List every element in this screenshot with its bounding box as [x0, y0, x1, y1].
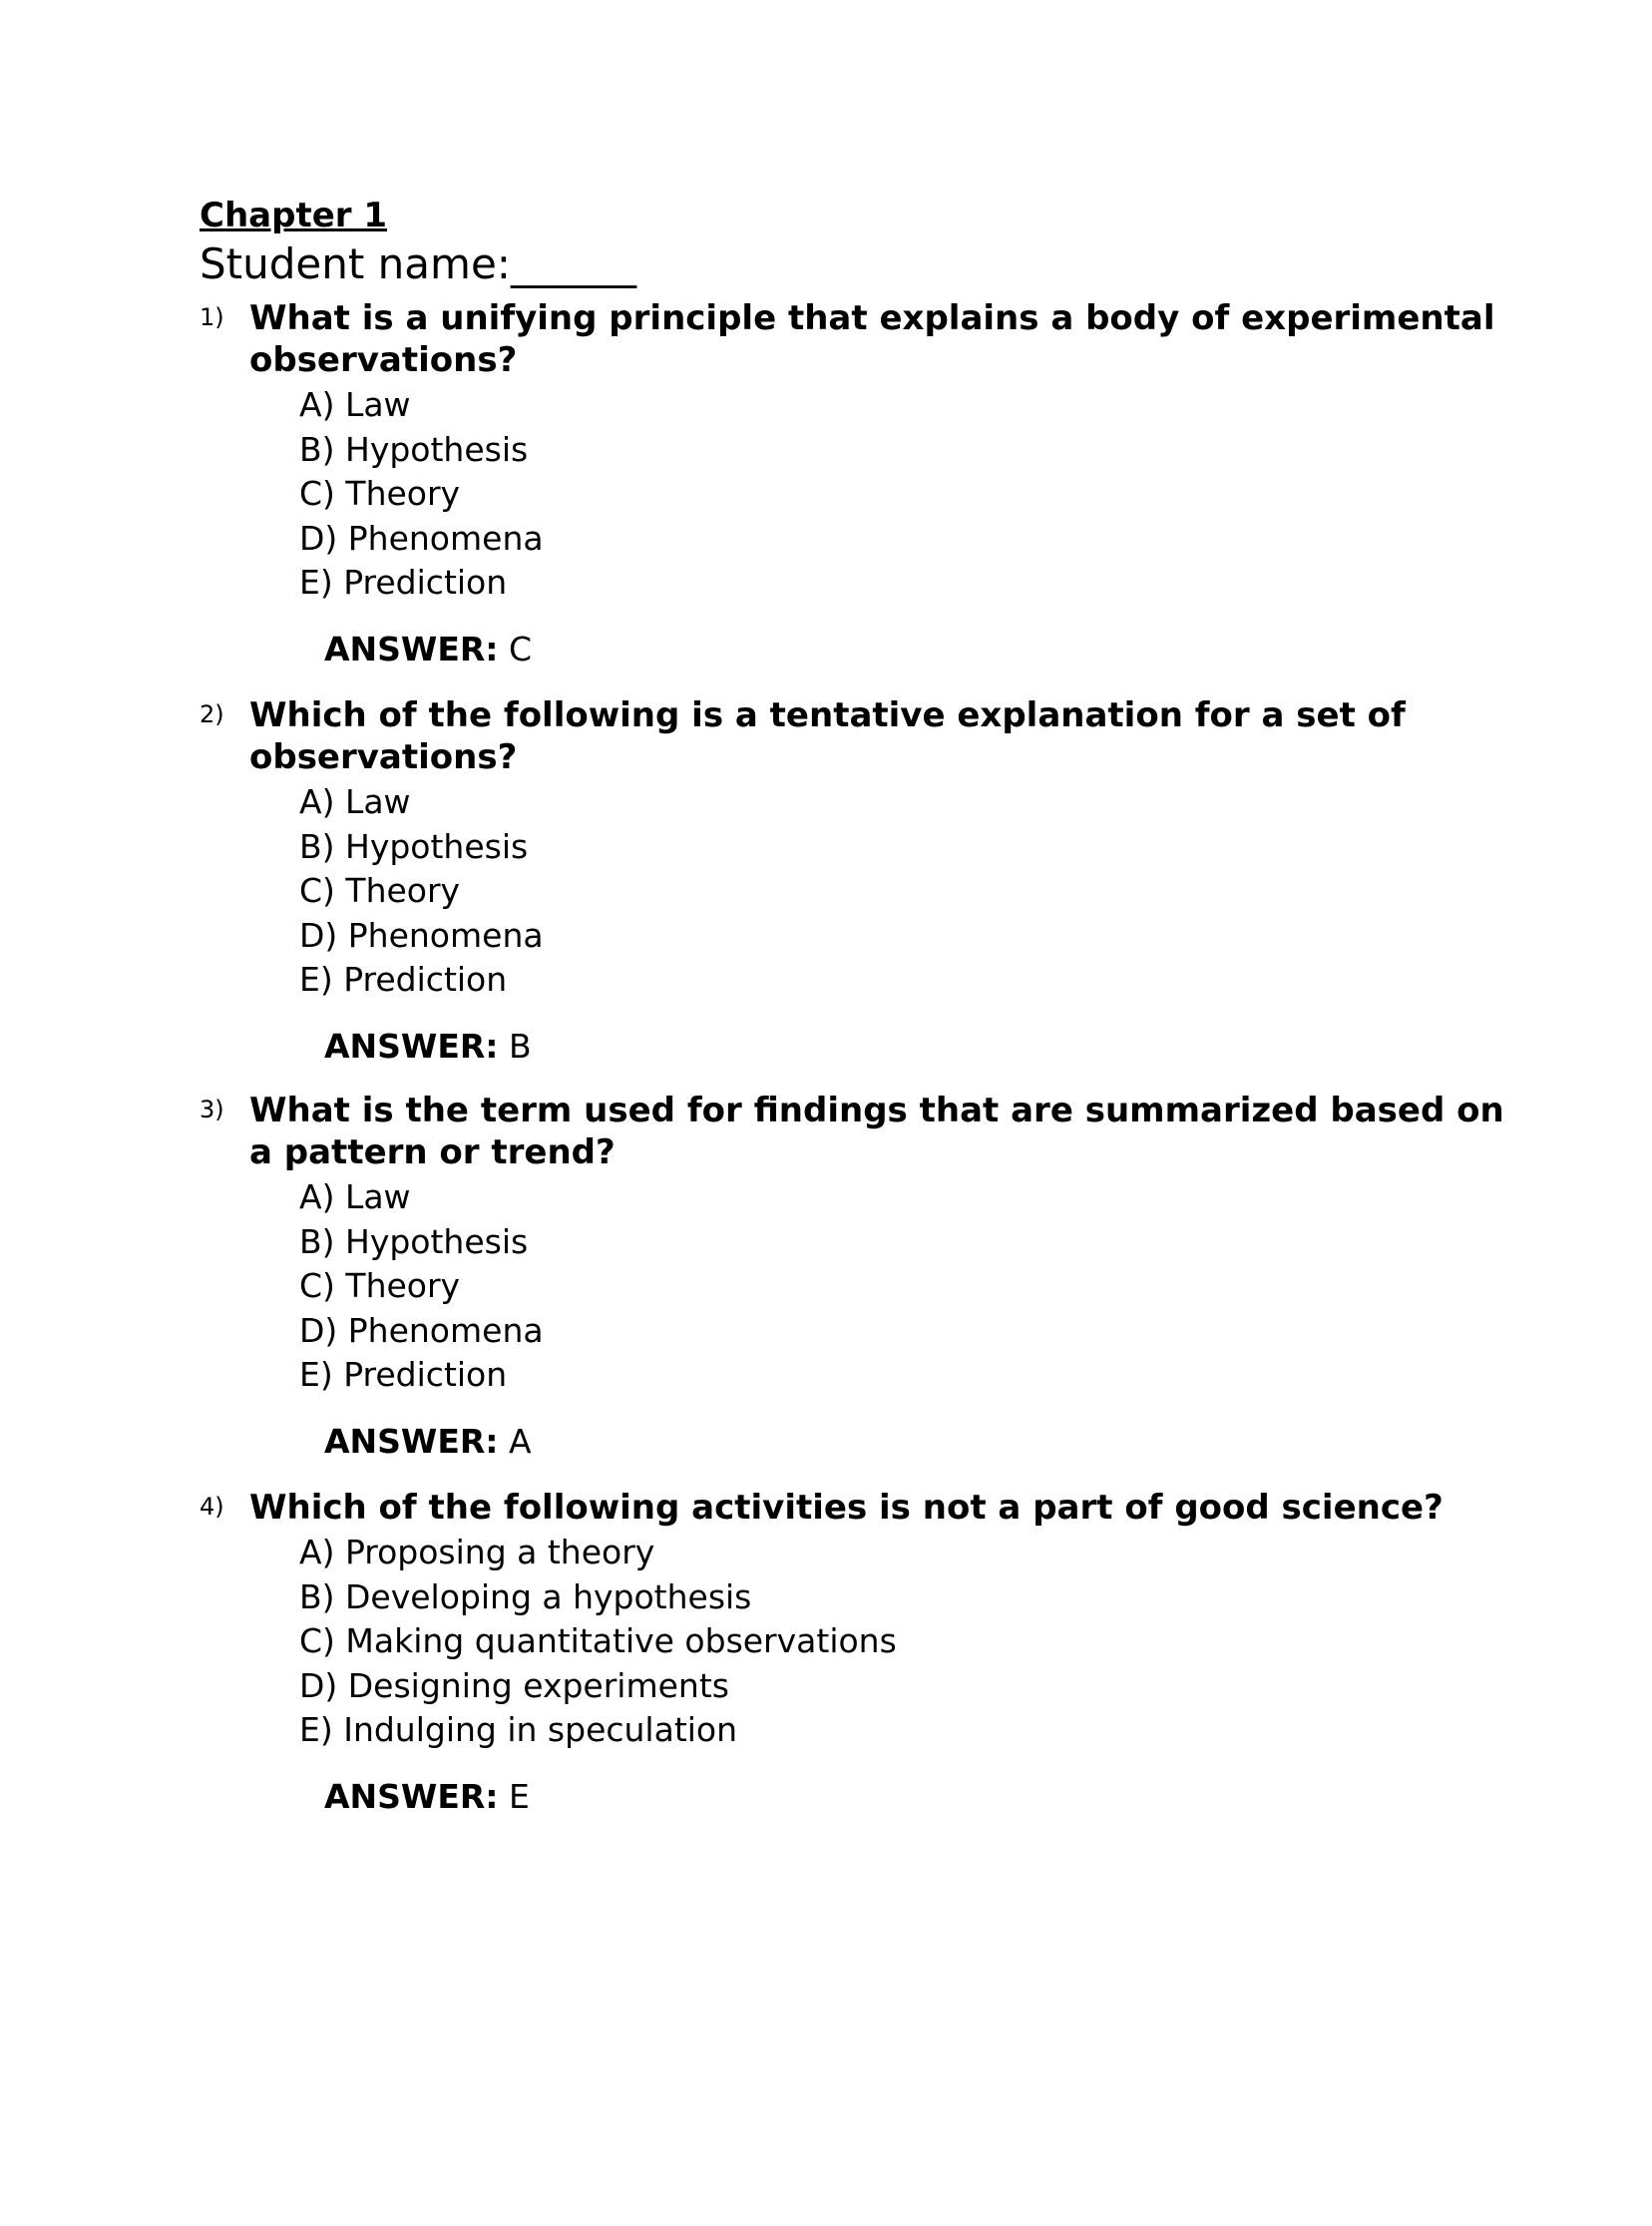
option: B) Hypothesis [299, 826, 529, 866]
option: C) Theory [299, 1266, 461, 1305]
answer-label: ANSWER: [324, 629, 499, 668]
answer [324, 1777, 1536, 1816]
option: B) Hypothesis [299, 1221, 529, 1261]
option: D) Phenomena [299, 915, 544, 955]
question-number: 3) [200, 1096, 224, 1123]
question-number: 4) [200, 1493, 224, 1521]
answer [324, 1027, 1536, 1066]
question-2 [200, 694, 1536, 1066]
answer-value: B [508, 1026, 532, 1066]
option: A) Law [299, 385, 411, 424]
chapter-title: Chapter 1 [200, 196, 388, 235]
question-text: Which of the following activities is not a part of good science? [249, 1488, 1444, 1528]
question-3 [200, 1090, 1536, 1461]
question-number: 2) [200, 700, 224, 728]
question-4 [200, 1487, 1536, 1816]
answer [324, 1422, 1536, 1461]
option: C) Theory [299, 871, 461, 910]
option: A) Law [299, 1177, 411, 1216]
answer-label: ANSWER: [324, 1026, 499, 1066]
option: D) Phenomena [299, 518, 544, 558]
option: C) Theory [299, 474, 461, 513]
options-list [299, 1175, 1536, 1398]
option: B) Developing a hypothesis [299, 1576, 752, 1616]
options-list [299, 383, 1536, 606]
answer-label: ANSWER: [324, 1421, 499, 1461]
question-1 [200, 297, 1536, 668]
question-text: Which of the following is a tentative explanation for a set of observations? [249, 695, 1406, 777]
option: E) Indulging in speculation [299, 1710, 738, 1749]
option: E) Prediction [299, 960, 508, 999]
option: B) Hypothesis [299, 429, 529, 469]
student-name-label: Student name:______ [200, 239, 636, 288]
answer-label: ANSWER: [324, 1776, 499, 1816]
option: D) Designing experiments [299, 1665, 729, 1705]
answer-value: A [508, 1421, 532, 1461]
option: E) Prediction [299, 563, 508, 602]
options-list [299, 780, 1536, 1003]
options-list [299, 1531, 1536, 1753]
option: D) Phenomena [299, 1310, 544, 1350]
answer-value: E [508, 1776, 530, 1816]
option: C) Making quantitative observations [299, 1621, 897, 1660]
question-number: 1) [200, 303, 224, 331]
option: E) Prediction [299, 1355, 508, 1394]
question-text: What is a unifying principle that explains a body of experimental observations? [249, 298, 1495, 380]
question-text: What is the term used for findings that are summarized based on a pattern or trend? [249, 1091, 1504, 1172]
answer [324, 630, 1536, 668]
option: A) Law [299, 782, 411, 821]
answer-value: C [508, 629, 533, 668]
option: A) Proposing a theory [299, 1533, 655, 1571]
